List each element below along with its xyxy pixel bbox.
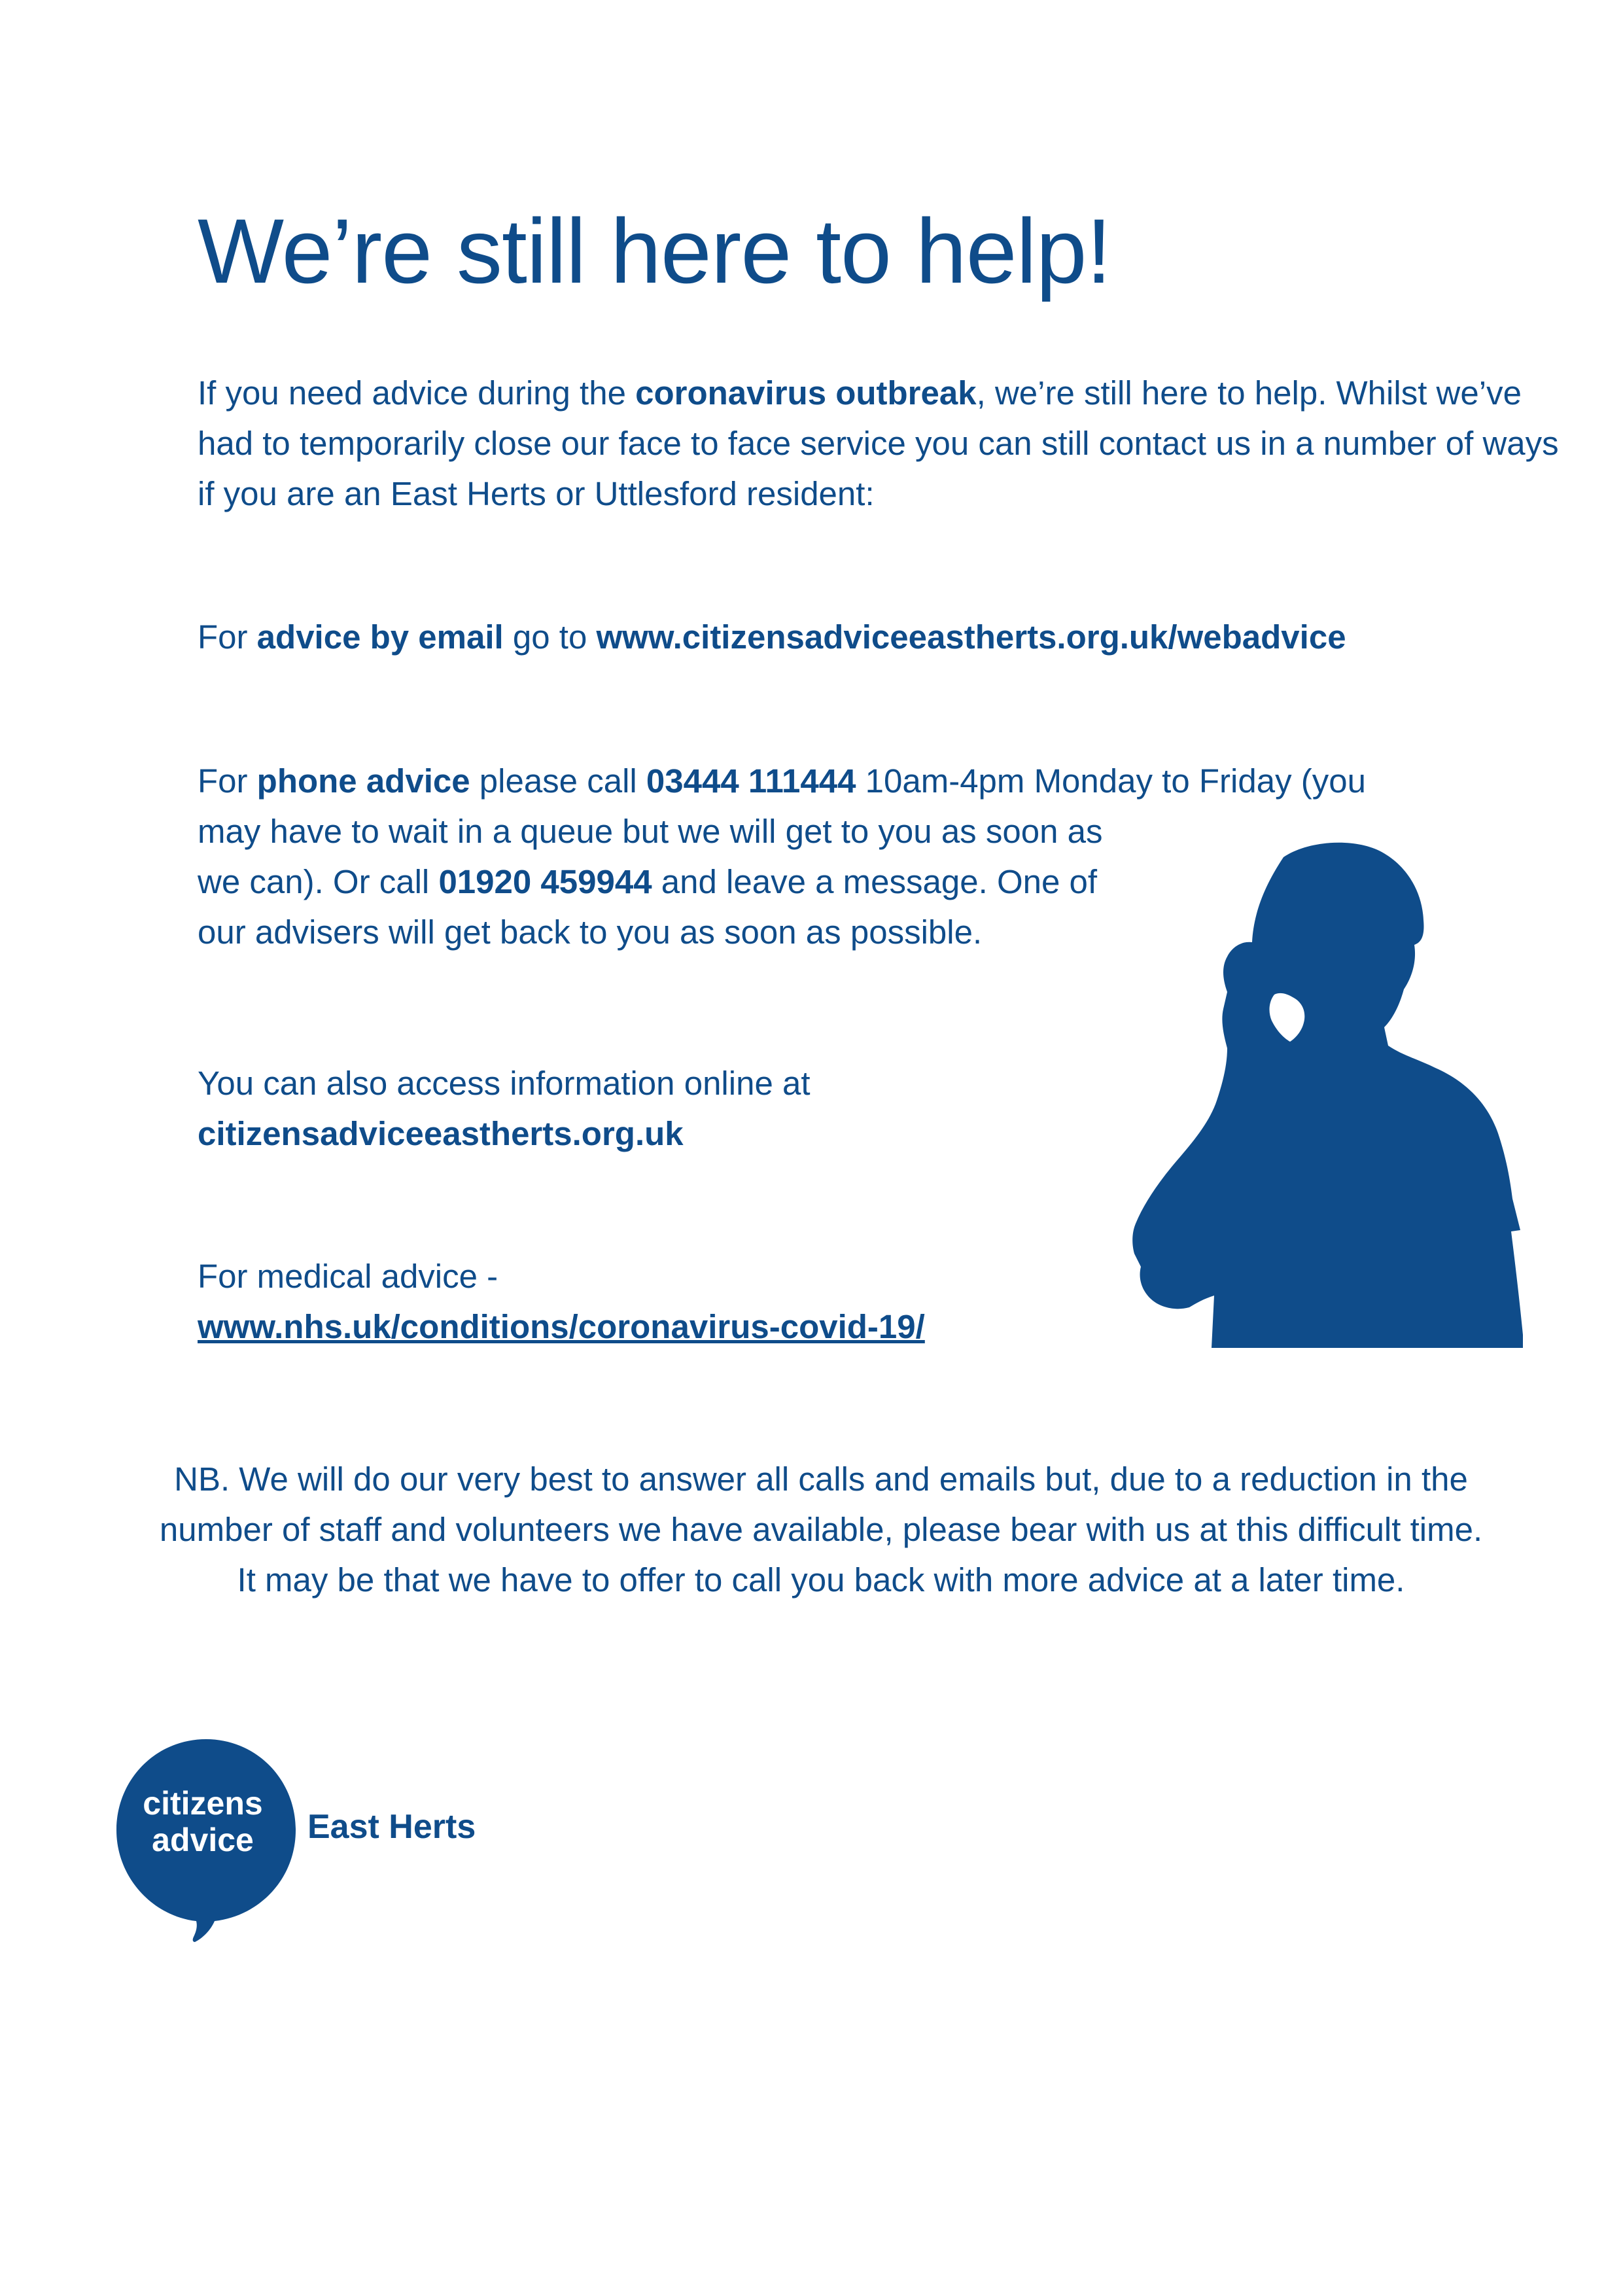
phone-text-5: and leave a message. One of our advisers will get back to you as soon as possible. xyxy=(198,863,1098,951)
phone-advice-continued xyxy=(198,806,1146,957)
webadvice-link[interactable]: www.citizensadviceeastherts.org.uk/webadvice xyxy=(596,618,1346,656)
email-advice-paragraph xyxy=(198,612,1571,662)
phone-text-1: For xyxy=(198,762,257,800)
logo-line-advice: advice xyxy=(152,1822,254,1858)
nb-note: NB. We will do our very best to answer all calls and emails but, due to a reduction in the number of staff and volunteers we have available, please bear with us at this difficult time. It may be that we have to offer to call you back with more advice at a later time. xyxy=(159,1460,1483,1598)
intro-paragraph xyxy=(198,368,1571,519)
logo-branch-name: East Herts xyxy=(307,1808,476,1846)
email-text-1: For xyxy=(198,618,257,656)
logo-line-citizens: citizens xyxy=(143,1785,263,1822)
online-info-paragraph xyxy=(198,1058,1146,1159)
intro-bold-coronavirus: coronavirus outbreak xyxy=(635,374,977,412)
medical-advice-paragraph xyxy=(198,1251,1146,1352)
online-text: You can also access information online at xyxy=(198,1065,811,1102)
email-bold-label: advice by email xyxy=(256,618,504,656)
page-title: We’re still here to help! xyxy=(198,200,1111,302)
person-on-phone-silhouette-icon xyxy=(1112,838,1531,1348)
phone-text-2: please call xyxy=(470,762,646,800)
phone-number-message[interactable]: 01920 459944 xyxy=(438,863,652,900)
online-link[interactable]: citizensadviceeastherts.org.uk xyxy=(198,1115,684,1152)
citizens-advice-logo[interactable] xyxy=(111,1734,504,1943)
phone-number-main[interactable]: 03444 111444 xyxy=(646,762,856,800)
intro-text-1: If you need advice during the xyxy=(198,374,636,412)
nhs-link[interactable]: www.nhs.uk/conditions/coronavirus-covid-19/ xyxy=(198,1308,925,1345)
phone-text-3: 10am-4pm Monday to Friday (you xyxy=(856,762,1366,800)
phone-advice-line-1 xyxy=(198,756,1571,806)
medical-text: For medical advice - xyxy=(198,1258,498,1295)
phone-text-4: may have to wait in a queue but we will get to you as soon as we can). Or call xyxy=(198,813,1103,900)
logo-wordmark xyxy=(111,1785,294,1858)
intro-text-2: , we’re still here to help. Whilst we’ve had to temporarily close our face to face service you can still contact us in a number of ways if you are an East Herts or Uttlesford resident: xyxy=(198,374,1559,512)
phone-bold-label: phone advice xyxy=(256,762,470,800)
email-text-2: go to xyxy=(503,618,597,656)
